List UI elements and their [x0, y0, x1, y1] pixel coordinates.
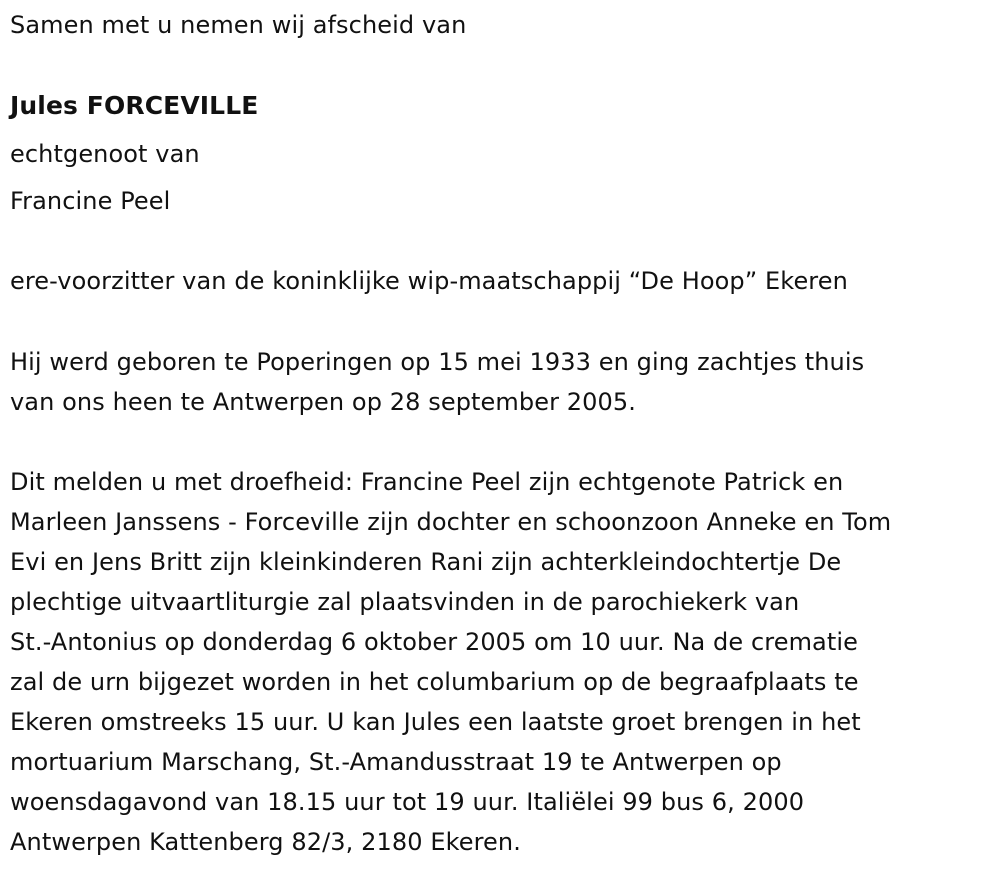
relation-text: echtgenoot van [10, 140, 200, 168]
announcement-line: Ekeren omstreeks 15 uur. U kan Jules een laatste groet brengen in het [10, 708, 861, 736]
announcement-line: Marleen Janssens - Forceville zijn dochter en schoonzoon Anneke en Tom [10, 508, 892, 536]
spouse-name: Francine Peel [10, 187, 171, 215]
announcement-line: woensdagavond van 18.15 uur tot 19 uur. Italiëlei 99 bus 6, 2000 [10, 788, 805, 816]
announcement-line: plechtige uitvaartliturgie zal plaatsvinden in de parochiekerk van [10, 588, 800, 616]
birth-line: van ons heen te Antwerpen op 28 september 2005. [10, 388, 636, 416]
deceased-name: Jules FORCEVILLE [10, 91, 259, 120]
announcement-line: Dit melden u met droefheid: Francine Peel zijn echtgenote Patrick en [10, 468, 844, 496]
announcement-line: Antwerpen Kattenberg 82/3, 2180 Ekeren. [10, 828, 521, 856]
intro-text: Samen met u nemen wij afscheid van [10, 11, 467, 39]
birth-line: Hij werd geboren te Poperingen op 15 mei 1933 en ging zachtjes thuis [10, 348, 865, 376]
announcement-line: Evi en Jens Britt zijn kleinkinderen Rani zijn achterkleindochtertje De [10, 548, 842, 576]
announcement-line: St.-Antonius op donderdag 6 oktober 2005 om 10 uur. Na de crematie [10, 628, 859, 656]
honorary-title: ere-voorzitter van de koninklijke wip-maatschappij “De Hoop” Ekeren [10, 267, 848, 295]
announcement-line: mortuarium Marschang, St.-Amandusstraat 19 te Antwerpen op [10, 748, 782, 776]
announcement-line: zal de urn bijgezet worden in het columbarium op de begraafplaats te [10, 668, 859, 696]
